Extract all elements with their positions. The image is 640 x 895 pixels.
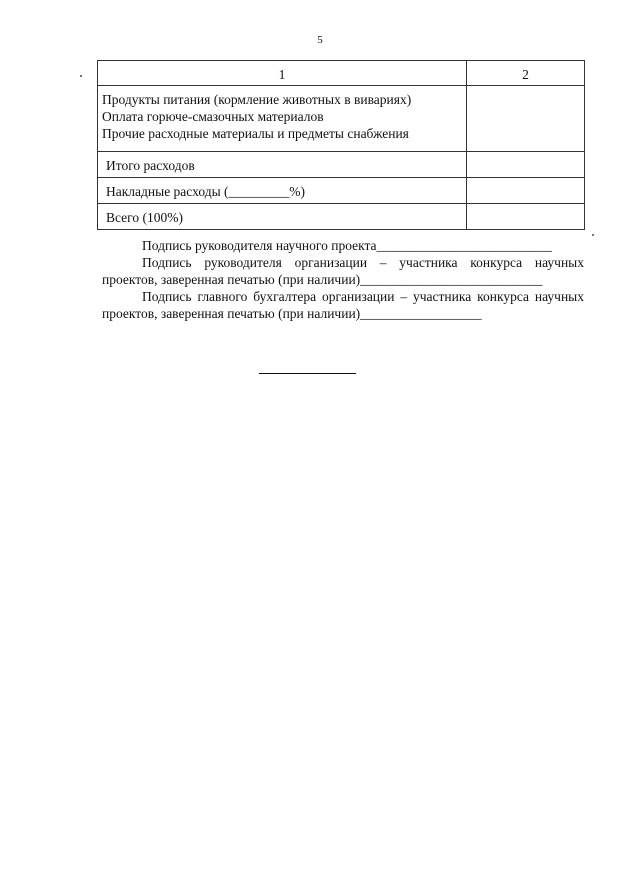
project-leader-signature-blank: __________________________ xyxy=(376,238,553,253)
scan-speck xyxy=(80,75,82,77)
overhead-label: Накладные расходы (_________%) xyxy=(98,178,467,204)
org-leader-signature-blank: ___________________________ xyxy=(360,272,543,287)
total-expenses-value xyxy=(467,152,585,178)
chief-accountant-signature-blank: __________________ xyxy=(360,306,482,321)
end-of-document-rule xyxy=(259,373,356,374)
table-row-grand-total xyxy=(98,204,585,230)
table-header-row xyxy=(98,61,585,86)
grand-total-value xyxy=(467,204,585,230)
project-leader-signature-text: Подпись руководителя научного проекта xyxy=(142,238,377,253)
total-expenses-label: Итого расходов xyxy=(98,152,467,178)
chief-accountant-signature xyxy=(102,288,584,322)
column-header-2: 2 xyxy=(467,61,585,86)
table-row-overhead xyxy=(98,178,585,204)
scan-speck xyxy=(592,234,594,236)
page-number: 5 xyxy=(317,34,323,46)
expense-item-food: Продукты питания (кормление животных в вивариях) xyxy=(102,92,412,107)
grand-total-label: Всего (100%) xyxy=(98,204,467,230)
signature-block xyxy=(102,237,584,322)
expense-items-cell xyxy=(98,86,467,152)
overhead-value xyxy=(467,178,585,204)
expense-item-fuel: Оплата горюче-смазочных материалов xyxy=(102,109,324,124)
chief-accountant-signature-text: Подпись главного бухгалтера организации – участника конкурса научных проектов, заверенная печатью (при наличии) xyxy=(102,289,584,321)
table-row-total-expenses xyxy=(98,152,585,178)
org-leader-signature xyxy=(102,254,584,288)
table-row-items xyxy=(98,86,585,152)
org-leader-signature-text: Подпись руководителя организации – участника конкурса научных проектов, заверенная печатью (при наличии) xyxy=(102,255,584,287)
budget-table xyxy=(97,60,585,230)
column-header-1: 1 xyxy=(98,61,467,86)
expense-items-value xyxy=(467,86,585,152)
expense-item-supplies: Прочие расходные материалы и предметы снабжения xyxy=(102,126,409,141)
project-leader-signature xyxy=(102,237,584,254)
